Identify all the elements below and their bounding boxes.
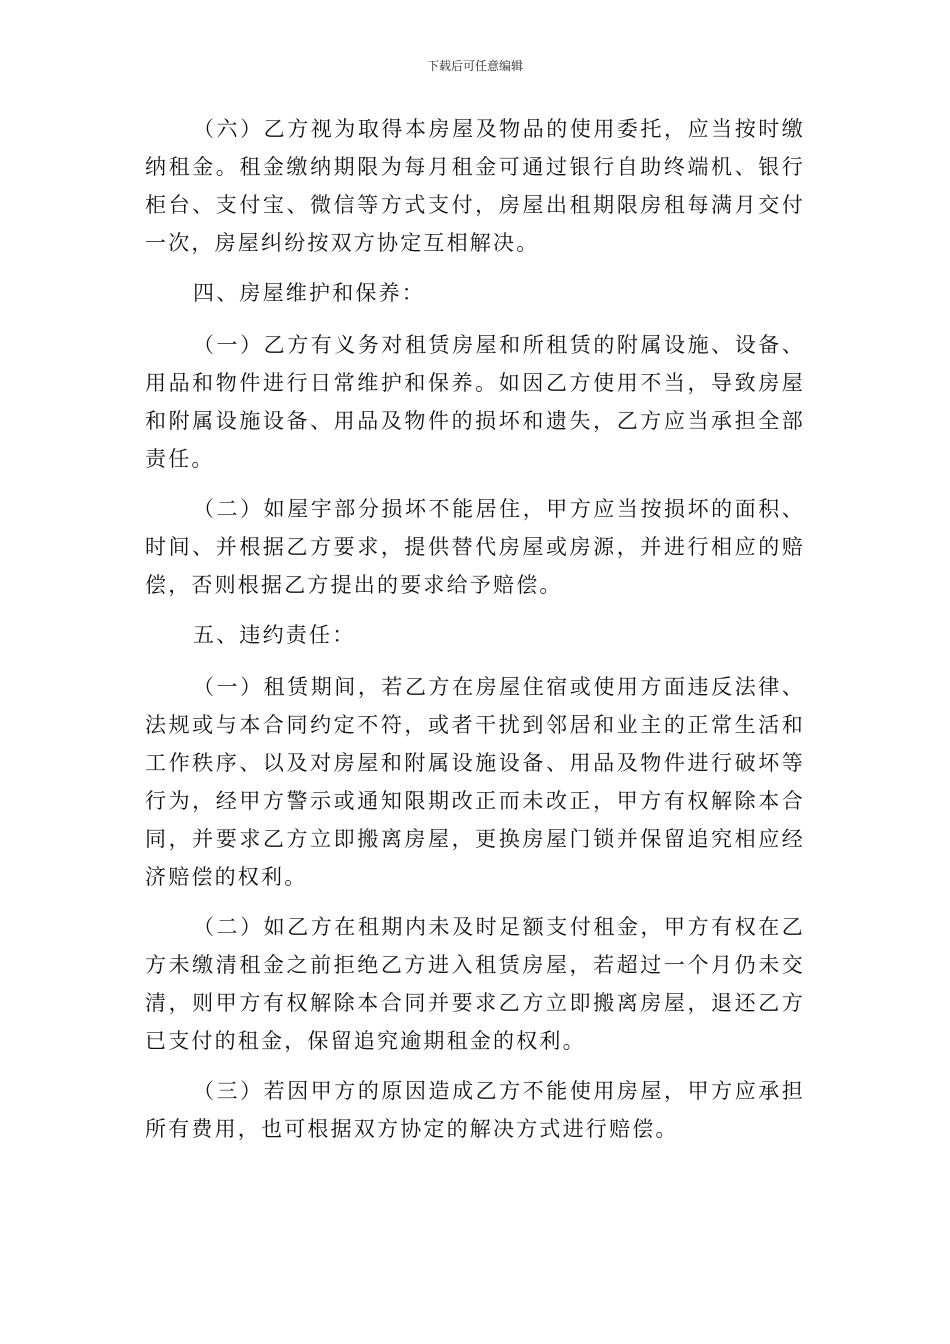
section-4-heading: 四、房屋维护和保养： [193,281,425,305]
clause-4-1-maintenance: （一）乙方有义务对租赁房屋和所租赁的附属设施、设备、用品和物件进行日常维护和保养。如因乙方使用不当，导致房屋和附属设施设备、用品及物件的损坏和遗失，乙方应当承担全部责任。 [145,333,805,471]
section-5-heading: 五、违约责任： [193,623,356,647]
clause-6-rent-payment: （六）乙方视为取得本房屋及物品的使用委托，应当按时缴纳租金。租金缴纳期限为每月租金可通过银行自助终端机、银行柜台、支付宝、微信等方式支付，房屋出租期限房租每满月交付一次，房屋纠纷按双方协定互相解决。 [145,117,805,255]
clause-5-1-violation: （一）租赁期间，若乙方在房屋住宿或使用方面违反法律、法规或与本合同约定不符，或者干扰到邻居和业主的正常生活和工作秩序、以及对房屋和附属设施设备、用品及物件进行破坏等行为，经甲方警示或通知限期改正而未改正，甲方有权解除本合同，并要求乙方立即搬离房屋，更换房屋门锁并保留追究相应经济赔偿的权利。 [145,675,805,889]
clause-5-3-landlord-fault: （三）若因甲方的原因造成乙方不能使用房屋，甲方应承担所有费用，也可根据双方协定的解决方式进行赔偿。 [145,1079,805,1141]
page-header: 下载后可任意编辑 [426,59,523,73]
clause-5-2-late-rent: （二）如乙方在租期内未及时足额支付租金，甲方有权在乙方未缴清租金之前拒绝乙方进入租赁房屋，若超过一个月仍未交清，则甲方有权解除本合同并要求乙方立即搬离房屋，退还乙方已支付的租金，保留追究逾期租金的权利。 [145,915,805,1053]
document-body [145,110,805,1160]
clause-4-2-damage: （二）如屋宇部分损坏不能居住，甲方应当按损坏的面积、时间、并根据乙方要求，提供替代房屋或房源，并进行相应的赔偿，否则根据乙方提出的要求给予赔偿。 [145,497,805,597]
